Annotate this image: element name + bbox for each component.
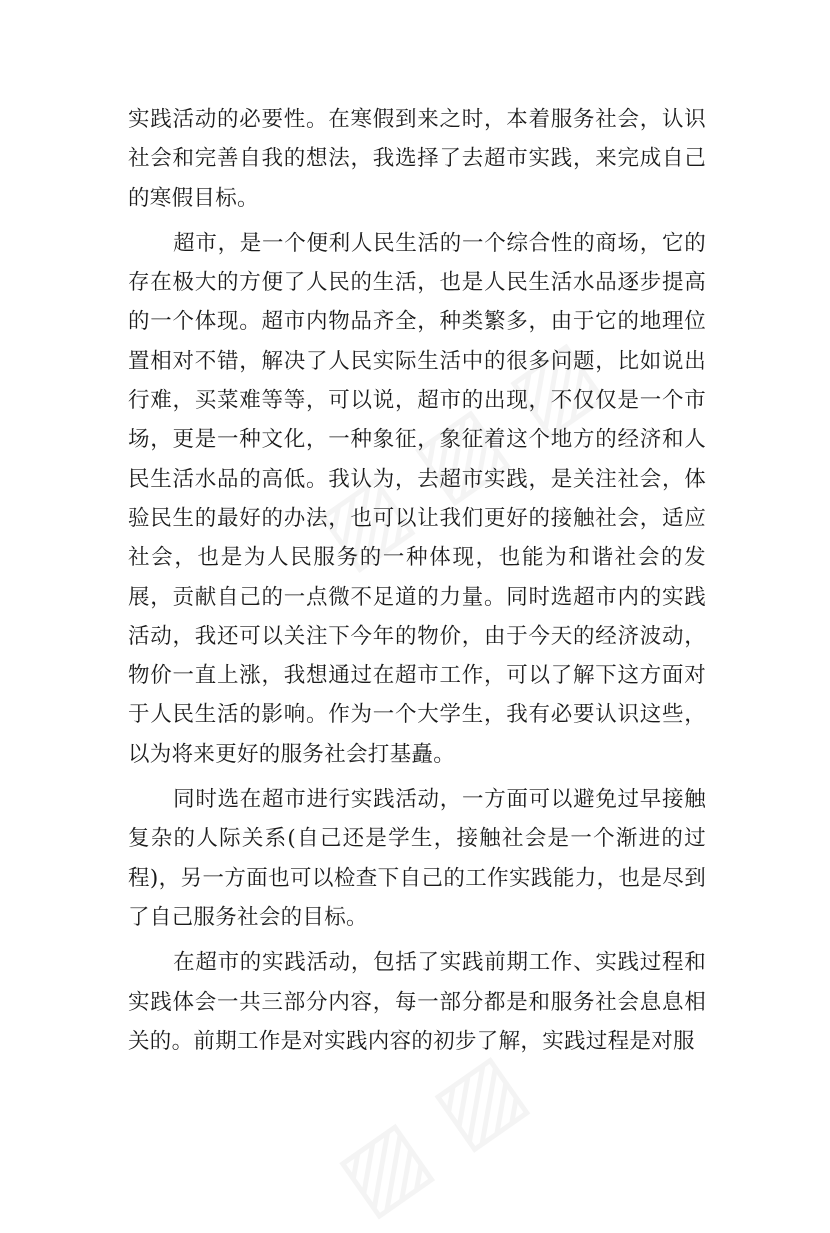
paragraph-4: 在超市的实践活动，包括了实践前期工作、实践过程和实践体会一共三部分内容，每一部分都是和服务社会息息相关的。前期工作是对实践内容的初步了解，实践过程是对服: [128, 950, 706, 1054]
paragraph-1: 实践活动的必要性。在寒假到来之时，本着服务社会，认识社会和完善自我的想法，我选择了去超市实践，来完成自己的寒假目标。: [128, 107, 706, 211]
paragraph-3: 同时选在超市进行实践活动，一方面可以避免过早接触复杂的人际关系(自己还是学生，接触社会是一个渐进的过程)，另一方面也可以检查下自己的工作实践能力，也是尽到了自己服务社会的目标。: [128, 787, 706, 930]
watermark: [318, 1032, 543, 1233]
document-body: [128, 100, 706, 1061]
paragraph-2: 超市，是一个便利人民生活的一个综合性的商场，它的存在极大的方便了人民的生活，也是人民生活水品逐步提高的一个体现。超市内物品齐全，种类繁多，由于它的地理位置相对不错，解决了人民实际生活中的很多问题，比如说出行难，买菜难等等，可以说，超市的出现，不仅仅是一个市场，更是一种文化，一种象征，象征着这个地方的经济和人民生活水品的高低。我认为，去超市实践，是关注社会，体验民生的最好的办法，也可以让我们更好的接触社会，适应社会，也是为人民服务的一种体现，也能为和谐社会的发展，贡献自己的一点微不足道的力量。同时选超市内的实践活动，我还可以关注下今年的物价，由于今天的经济波动，物价一直上涨，我想通过在超市工作，可以了解下这方面对于人民生活的影响。作为一个大学生，我有必要认识这些，以为将来更好的服务社会打基矗。: [128, 230, 706, 767]
